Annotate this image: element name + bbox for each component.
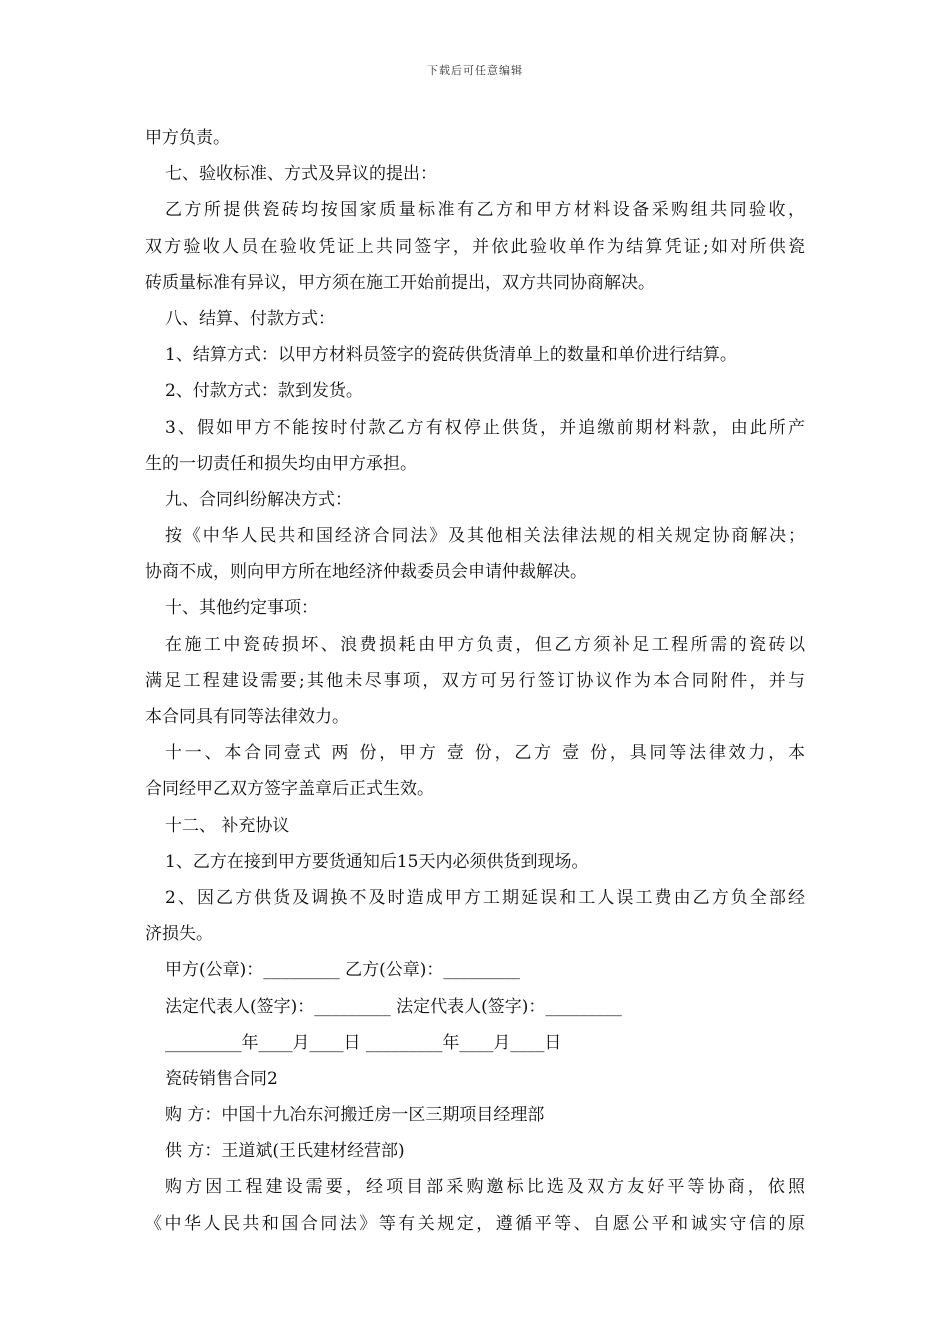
text-line: 十一、本合同壹式 两 份，甲方 壹 份，乙方 壹 份，具同等法律效力，本 [165,743,805,764]
text-line: 2、因乙方供货及调换不及时造成甲方工期延误和工人误工费由乙方负全部经 [165,887,805,908]
text-line: 双方验收人员在验收凭证上共同签字，并依此验收单作为结算凭证;如对所供瓷 [145,236,805,257]
text-line: 购方因工程建设需要，经项目部采购邀标比选及双方友好平等协商，依照 [165,1177,805,1198]
text-line: 2、付款方式：款到发货。 [165,381,363,402]
text-line: 按《中华人民共和国经济合同法》及其他相关法律法规的相关规定协商解决； [165,526,805,547]
document-body [145,120,805,1242]
text-line: 瓷砖销售合同2 [165,1068,278,1089]
text-line: 本合同具有同等法律效力。 [145,707,349,727]
text-line: 砖质量标准有异议，甲方须在施工开始前提出，双方共同协商解决。 [145,272,655,293]
text-line: 满足工程建设需要;其他未尽事项，双方可另行签订协议作为本合同附件，并与 [145,670,805,691]
text-line: 济损失。 [145,924,213,945]
text-line: 十、其他约定事项： [165,598,318,619]
text-line: 《中华人民共和国合同法》等有关规定，遵循平等、自愿公平和诚实守信的原 [145,1213,805,1234]
text-line: 八、结算、付款方式： [165,308,335,329]
text-line: 甲方(公章)：_________ 乙方(公章)：_________ [165,960,520,981]
text-line: 甲方负责。 [145,128,230,148]
page-header: 下载后可任意编辑 [427,64,523,77]
text-line: _________年____月____日 _________年____月____日 [165,1032,562,1053]
text-line: 生的一切责任和损失均由甲方承担。 [145,453,417,474]
text-line: 3、假如甲方不能按时付款乙方有权停止供货，并追缴前期材料款，由此所产 [165,417,805,438]
text-line: 在施工中瓷砖损坏、浪费损耗由甲方负责，但乙方须补足工程所需的瓷砖以 [165,634,805,655]
text-line: 九、合同纠纷解决方式： [165,489,352,510]
text-line: 供 方：王道斌(王氏建材经营部) [165,1141,405,1162]
text-line: 1、结算方式：以甲方材料员签字的瓷砖供货清单上的数量和单价进行结算。 [165,345,737,366]
text-line: 购 方：中国十九冶东河搬迁房一区三期项目经理部 [165,1105,545,1126]
text-line: 十二、 补充协议 [165,815,290,836]
text-line: 七、验收标准、方式及异议的提出： [165,164,437,185]
text-line: 法定代表人(签字)：_________ 法定代表人(签字)：_________ [165,996,622,1017]
text-line: 乙方所提供瓷砖均按国家质量标准有乙方和甲方材料设备采购组共同验收， [165,200,805,221]
text-line: 1、乙方在接到甲方要货通知后15天内必须供货到现场。 [165,851,589,872]
text-line: 合同经甲乙双方签字盖章后正式生效。 [145,779,434,800]
text-line: 协商不成，则向甲方所在地经济仲裁委员会申请仲裁解决。 [145,562,587,583]
